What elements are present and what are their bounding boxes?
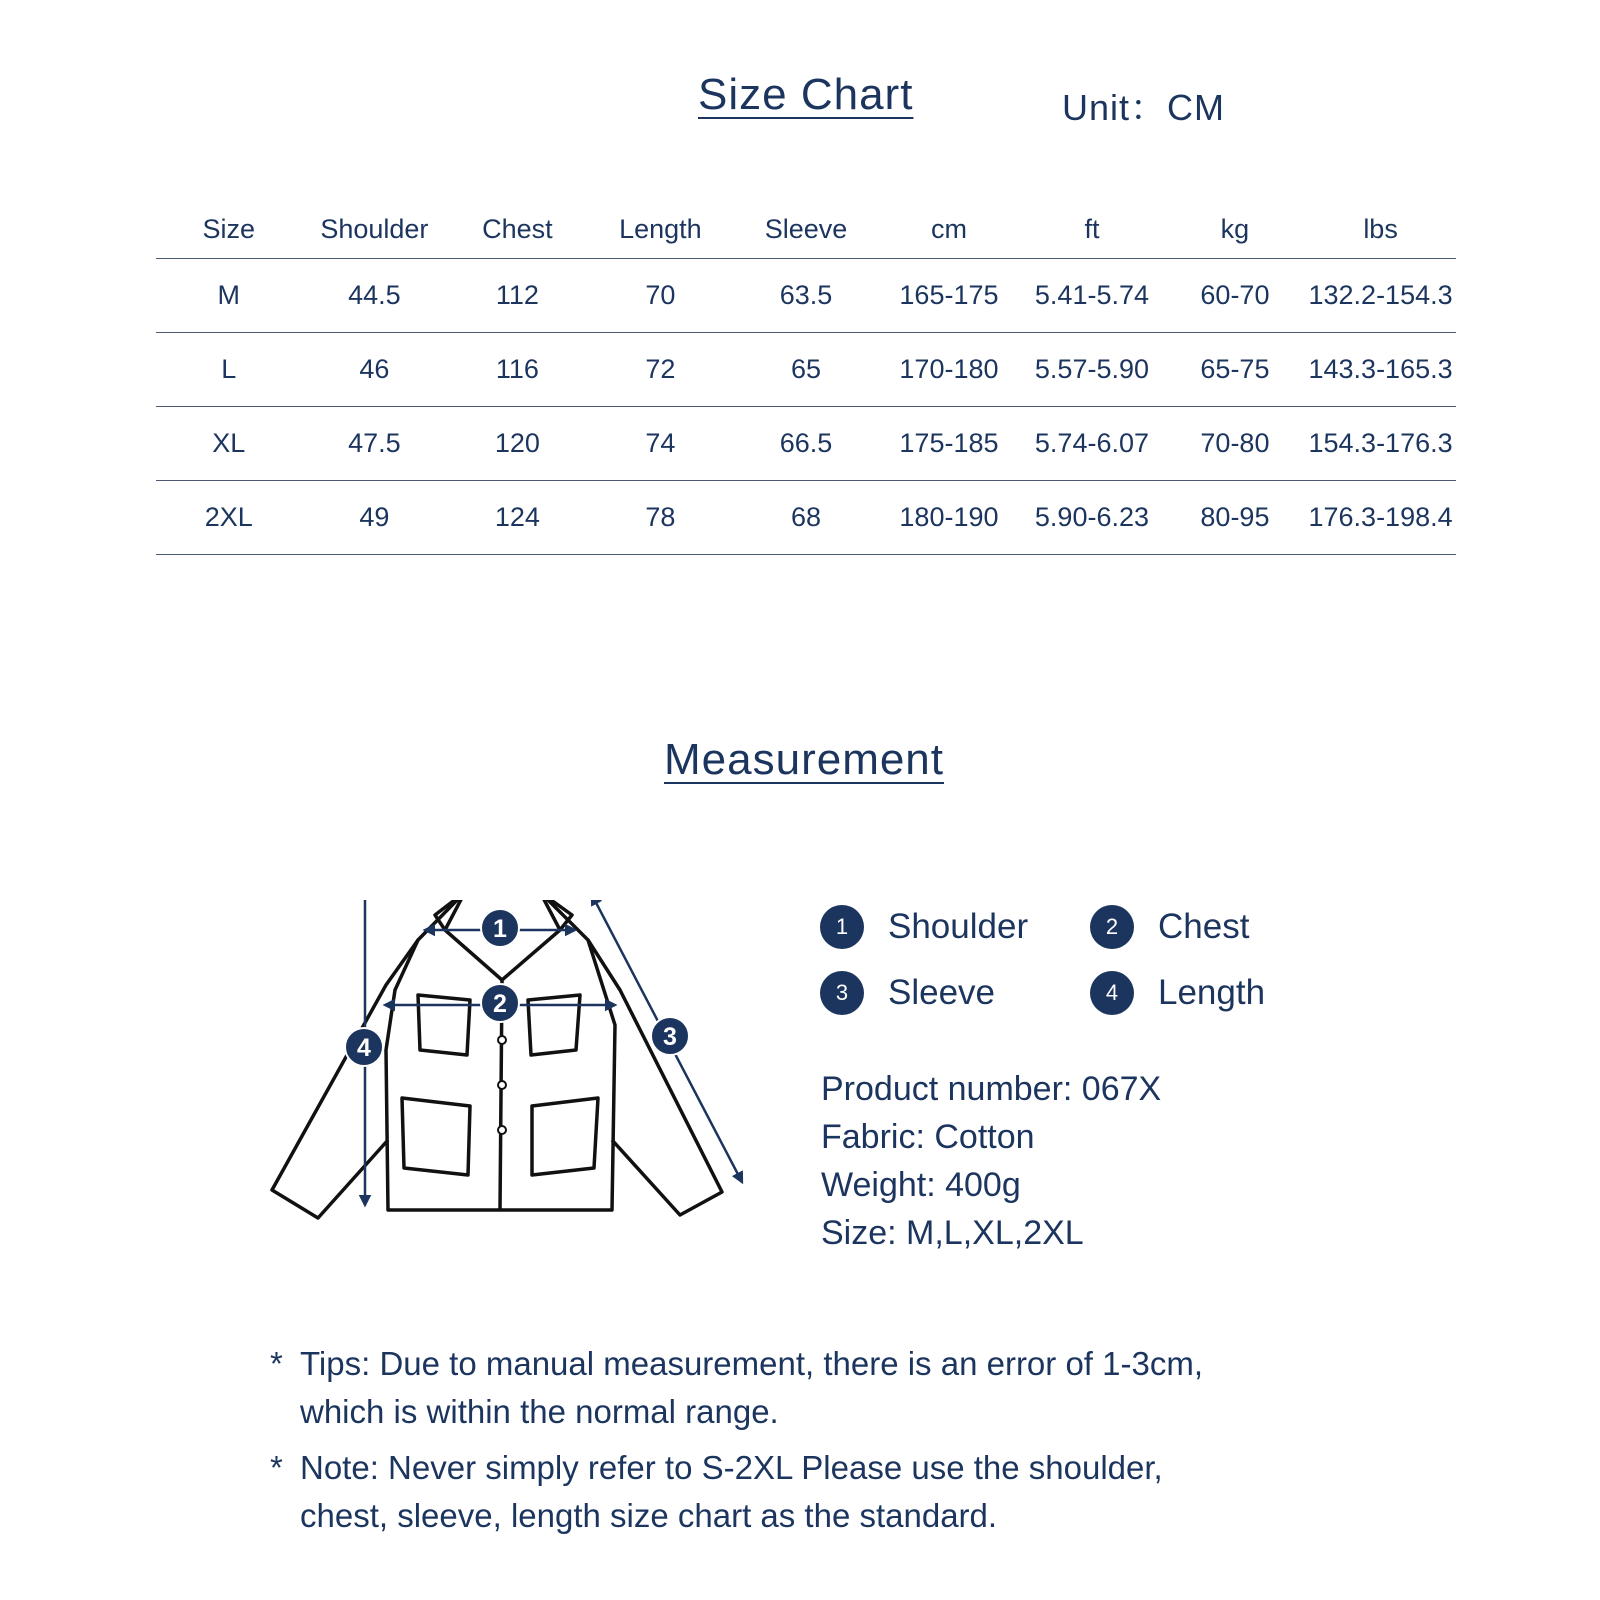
button-dot [498,1081,506,1089]
cell-shoulder: 49 [359,502,390,532]
fabric: Fabric: Cotton [821,1118,1035,1156]
size-table-header-row [156,200,1456,259]
legend-number: 2 [1090,905,1134,949]
unit-label: Unit：CM [1062,87,1226,128]
cell-lbs: 154.3-176.3 [1308,428,1453,458]
cell-chest: 120 [494,428,540,458]
legend-item-shoulder [820,905,1028,949]
legend-number: 3 [820,971,864,1015]
note-line: chest, sleeve, length size chart as the standard. [300,1497,998,1534]
marker-label: 3 [663,1023,677,1051]
table-row [156,481,1456,555]
button-dot [498,1036,506,1044]
cell-ft: 5.41-5.74 [1034,280,1149,310]
legend-label: Chest [1158,907,1250,946]
note-star: * [270,1345,283,1382]
header-cm: cm [930,213,967,244]
measurement-legend [820,905,1380,1055]
legend-label: Sleeve [888,973,996,1012]
cell-kg: 65-75 [1200,354,1270,384]
legend-item-chest [1090,905,1249,949]
tip-note [270,1340,1370,1436]
legend-label: Length [1158,973,1266,1012]
cell-sleeve: 68 [790,502,821,532]
marker-shoulder [481,909,519,947]
cell-sleeve: 63.5 [779,280,833,310]
size-note [270,1444,1370,1540]
marker-chest [481,984,519,1022]
note-line: Tips: Due to manual measurement, there is an error of 1-3cm, [300,1345,1203,1382]
header-chest: Chest [482,213,553,244]
cell-sleeve: 65 [790,354,821,384]
cell-size: M [217,280,241,310]
legend-number: 1 [820,905,864,949]
marker-label: 2 [493,990,507,1018]
cell-kg: 70-80 [1200,428,1270,458]
cell-chest: 116 [495,354,539,384]
marker-length [345,1028,383,1066]
cell-sleeve: 66.5 [779,428,833,458]
table-row [156,259,1456,333]
header-shoulder: Shoulder [320,213,429,244]
legend-item-sleeve [820,971,995,1015]
cell-cm: 165-175 [899,280,999,310]
jacket-diagram [270,900,770,1260]
note-star: * [270,1449,283,1486]
product-specs [821,1065,1161,1257]
cell-cm: 170-180 [899,354,999,384]
header-size: Size [202,213,256,244]
table-row [156,333,1456,407]
marker-sleeve [651,1017,689,1055]
header-sleeve: Sleeve [764,213,848,244]
weight: Weight: 400g [821,1166,1021,1204]
cell-shoulder: 47.5 [348,428,401,458]
notes [270,1340,1370,1548]
cell-ft: 5.90-6.23 [1034,502,1149,532]
cell-lbs: 132.2-154.3 [1308,280,1453,310]
cell-length: 70 [645,280,676,310]
header-lbs: lbs [1363,213,1398,244]
size-chart-header [0,70,1600,130]
cell-size: XL [212,428,246,458]
cell-length: 72 [645,354,676,384]
note-line: which is within the normal range. [300,1393,779,1430]
legend-number: 4 [1090,971,1134,1015]
cell-ft: 5.74-6.07 [1034,428,1149,458]
cell-chest: 112 [495,280,539,310]
cell-size: L [221,354,237,384]
size-chart-title: Size Chart [698,70,914,119]
note-line: Note: Never simply refer to S-2XL Please use the shoulder, [300,1449,1163,1486]
measurement-title: Measurement [664,735,945,784]
cell-size: 2XL [204,502,253,532]
table-row [156,407,1456,481]
cell-cm: 180-190 [899,502,999,532]
cell-lbs: 143.3-165.3 [1308,354,1453,384]
size-table [156,200,1456,555]
cell-ft: 5.57-5.90 [1034,354,1149,384]
cell-length: 78 [645,502,676,532]
cell-shoulder: 46 [359,354,390,384]
cell-kg: 60-70 [1200,280,1270,310]
available-sizes: Size: M,L,XL,2XL [821,1214,1084,1252]
marker-label: 1 [493,915,507,943]
cell-chest: 124 [494,502,540,532]
cell-kg: 80-95 [1200,502,1270,532]
header-ft: ft [1084,213,1100,244]
cell-lbs: 176.3-198.4 [1308,502,1453,532]
product-number: Product number: 067X [821,1070,1162,1108]
button-dot [498,1126,506,1134]
legend-item-length [1090,971,1265,1015]
marker-label: 4 [357,1034,371,1062]
header-kg: kg [1220,213,1250,244]
cell-shoulder: 44.5 [348,280,401,310]
cell-length: 74 [645,428,676,458]
cell-cm: 175-185 [899,428,999,458]
legend-label: Shoulder [888,907,1029,946]
header-length: Length [619,213,702,244]
